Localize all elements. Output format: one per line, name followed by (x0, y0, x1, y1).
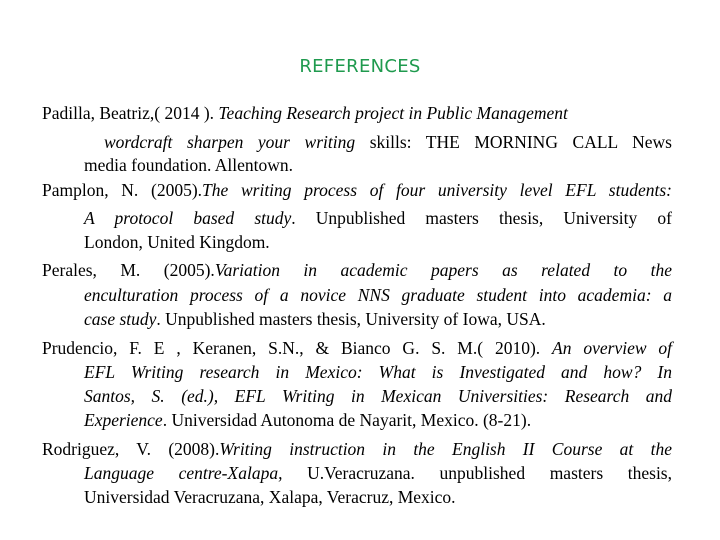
reference-text: U.Veracruzana. unpublished masters thesis, (282, 463, 672, 483)
reference-line (84, 362, 672, 382)
reference-text: Perales, M. (2005). (42, 260, 215, 280)
reference-line (84, 410, 672, 430)
reference-line (42, 338, 672, 358)
reference-text: skills: THE MORNING CALL News (355, 132, 672, 152)
reference-title-text: wordcraft sharpen your writing (104, 132, 356, 152)
reference-title-text: Writing instruction in the English II Course at the (219, 439, 672, 459)
reference-line (42, 103, 672, 123)
reference-text: media foundation. Allentown. (84, 155, 293, 175)
reference-line (104, 132, 672, 152)
reference-line (84, 155, 672, 175)
reference-text: Prudencio, F. E , Keranen, S.N., & Bianco G. S. M.( 2010). (42, 338, 553, 358)
reference-line (84, 309, 672, 329)
reference-text: Padilla, Beatriz,( 2014 ). (42, 103, 219, 123)
reference-line (84, 285, 672, 305)
reference-line (42, 439, 672, 459)
reference-title-text: Language centre-Xalapa, (84, 463, 283, 483)
reference-line (84, 487, 672, 507)
reference-text: . Universidad Autonoma de Nayarit, Mexico. (8-21). (162, 410, 532, 430)
reference-line (84, 232, 672, 252)
reference-line (42, 260, 672, 280)
reference-line (42, 180, 672, 200)
reference-title-text: Teaching Research project in Public Management (218, 103, 568, 123)
reference-title-text: EFL Writing research in Mexico: What is Investigated and how? In (84, 362, 672, 382)
reference-title-text: An overview of (552, 338, 672, 358)
reference-text: Universidad Veracruzana, Xalapa, Veracruz, Mexico. (84, 487, 456, 507)
reference-line (84, 463, 672, 483)
reference-title-text: enculturation process of a novice NNS graduate student into academia: a (84, 285, 672, 305)
reference-text: Rodriguez, V. (2008). (42, 439, 220, 459)
reference-line (84, 208, 672, 228)
reference-text: . Unpublished masters thesis, University of (291, 208, 673, 228)
page-title: REFERENCES (299, 56, 421, 77)
reference-text: . Unpublished masters thesis, University of Iowa, USA. (156, 309, 546, 329)
reference-title-text: Experience (84, 410, 163, 430)
reference-title-text: A protocol based study (84, 208, 292, 228)
reference-title-text: The writing process of four university level EFL students: (202, 180, 672, 200)
reference-title-text: case study (84, 309, 157, 329)
reference-text: Pamplon, N. (2005). (42, 180, 203, 200)
reference-line (84, 386, 672, 406)
reference-title-text: Variation in academic papers as related to the (214, 260, 672, 280)
reference-title-text: Santos, S. (ed.), EFL Writing in Mexican Universities: Research and (84, 386, 672, 406)
reference-text: London, United Kingdom. (84, 232, 270, 252)
